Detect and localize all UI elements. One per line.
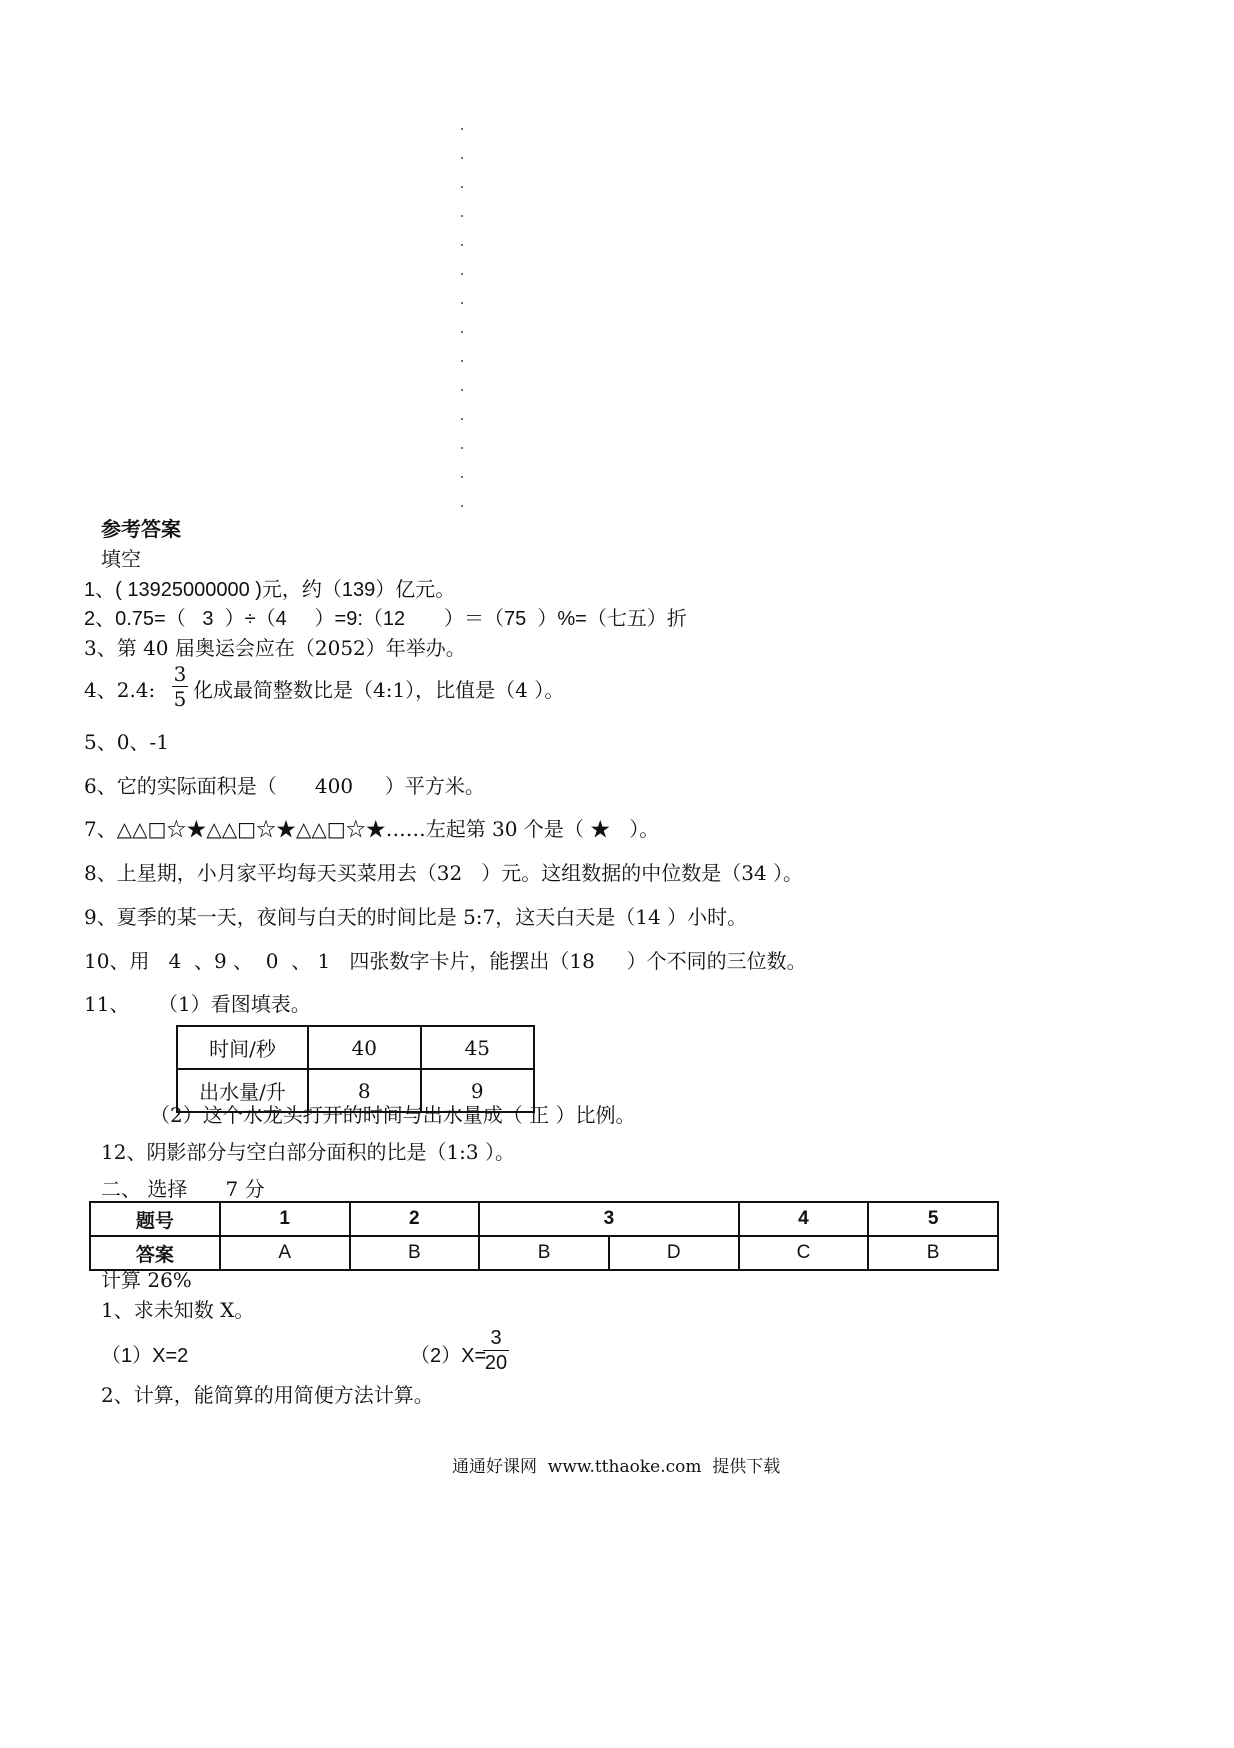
- table-cell: 时间/秒: [177, 1026, 308, 1069]
- answer-7: 7、△△□☆★△△□☆★△△□☆★……左起第 30 个是（ ★ ）。: [84, 817, 660, 841]
- answer-8: 8、上星期，小月家平均每天买菜用去（32 ）元。这组数据的中位数是（34 ）。: [84, 861, 804, 885]
- table-cell: C: [739, 1236, 869, 1270]
- section-fill-heading: 填空: [101, 547, 141, 571]
- answer-11-part1: （1）看图填表。: [158, 992, 311, 1016]
- table-cell: 2: [350, 1202, 480, 1236]
- table-cell: 出水量/升: [177, 1069, 308, 1112]
- table-answer-label: 答案: [90, 1236, 220, 1270]
- table-cell: A: [220, 1236, 350, 1270]
- choice-answer-table: [89, 1201, 999, 1271]
- calc-heading: 计算 26%: [101, 1268, 192, 1292]
- table-cell: D: [609, 1236, 739, 1270]
- answer-2: 2、0.75=（ 3 ）÷（4 ）=9:（12 ）＝（75 ）%=（七五）折: [84, 608, 687, 630]
- table-row: [90, 1202, 998, 1236]
- calc-answer-2-prefix: （2）X=: [410, 1345, 487, 1367]
- table-cell: B: [479, 1236, 609, 1270]
- answer-12: 12、阴影部分与空白部分面积的比是（1:3 ）。: [101, 1140, 515, 1164]
- table-cell: 1: [220, 1202, 350, 1236]
- calc-question-2: 2、计算，能简算的用简便方法计算。: [101, 1383, 434, 1407]
- page-footer: 通通好课网 www.tthaoke.com 提供下载: [452, 1457, 781, 1477]
- table-cell: 8: [308, 1069, 421, 1112]
- answer-4-prefix: 4、2.4:: [84, 678, 156, 702]
- table-row: [90, 1236, 998, 1270]
- calc-question-1: 1、求未知数 X。: [101, 1298, 255, 1322]
- page-title: 参考答案: [101, 517, 181, 541]
- calc-answer-1: （1）X=2: [101, 1345, 189, 1367]
- fraction-3-5: [172, 664, 188, 709]
- answer-6: 6、它的实际面积是（ 400 ）平方米。: [84, 774, 485, 798]
- choice-heading: 二、 选择 7 分: [101, 1177, 265, 1201]
- answer-11-part2: （2）这个水龙头打开的时间与出水量成（ 正 ）比例。: [150, 1103, 636, 1127]
- table-cell: 5: [868, 1202, 998, 1236]
- fraction-numerator: 3: [173, 662, 187, 686]
- fraction-numerator: 3: [490, 1327, 502, 1349]
- table-cell: B: [350, 1236, 480, 1270]
- answer-3: 3、第 40 届奥运会应在（2052）年举办。: [84, 636, 466, 660]
- answer-1: 1、( 13925000000 )元，约（139）亿元。: [84, 579, 456, 601]
- table-cell: 45: [421, 1026, 535, 1069]
- table-row: [177, 1026, 534, 1069]
- answer-10: 10、用 4 、9 、 0 、 1 四张数字卡片，能摆出（18 ）个不同的三位数。: [84, 949, 807, 973]
- answer-11-label: 11、: [84, 992, 130, 1016]
- table-cell: 3: [479, 1202, 738, 1236]
- water-flow-table: [176, 1025, 535, 1113]
- fraction-denominator: 20: [484, 1352, 508, 1374]
- fraction-3-20: [483, 1328, 509, 1373]
- answer-9: 9、夏季的某一天，夜间与白天的时间比是 5:7，这天白天是（14 ）小时。: [84, 905, 748, 929]
- fraction-denominator: 5: [173, 687, 187, 711]
- answer-5: 5、0、-1: [84, 730, 169, 754]
- table-header-label: 题号: [90, 1202, 220, 1236]
- table-cell: 40: [308, 1026, 421, 1069]
- table-cell: B: [868, 1236, 998, 1270]
- answer-4-suffix: 化成最简整数比是（4:1），比值是（4 ）。: [193, 678, 565, 702]
- table-cell: 4: [739, 1202, 869, 1236]
- table-cell: 9: [421, 1069, 535, 1112]
